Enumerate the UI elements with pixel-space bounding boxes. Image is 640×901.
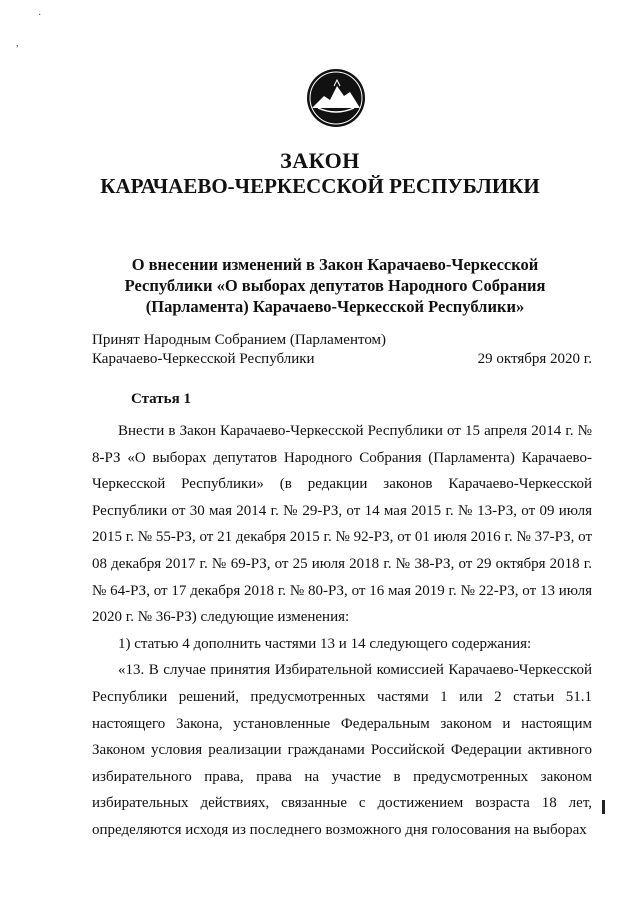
scan-speck: · <box>38 10 42 21</box>
adoption-block <box>92 331 592 369</box>
document-title-republic: КАРАЧАЕВО-ЧЕРКЕССКОЙ РЕСПУБЛИКИ <box>100 174 540 198</box>
scan-edge-mark <box>602 800 605 814</box>
scan-speck: , <box>16 38 19 49</box>
document-title: ЗАКОН <box>280 148 360 173</box>
body-paragraph: «13. В случае принятия Избирательной комиссией Карачаево-Черкесской Республики решений, предусмотренных частями 1 или 2 статьи 51.1 настоящего Закона, установленные Федеральным законом и настоящим Законом условия реализации гражданами Российской Федерации активного избирательного права, права на участие в предусмотренных законом избирательных действиях, связанные с достижением возраста 18 лет, определяются исходя из последнего возможного дня голосования на выборах <box>92 662 592 838</box>
body-paragraph: 1) статью 4 дополнить частями 13 и 14 следующего содержания: <box>118 635 532 652</box>
adopted-row <box>92 350 592 369</box>
adopted-by-republic: Карачаево-Черкесской Республики <box>92 351 315 367</box>
body-paragraph: Внести в Закон Карачаево-Черкесской Республики от 15 апреля 2014 г. № 8-РЗ «О выборах депутатов Народного Собрания (Парламента) Карачаево-Черкесской Республики» (в редакции законов Карачаево-Черкесской Республики от 30 мая 2014 г. № 29-РЗ, от 14 мая 2015 г. № 13-РЗ, от 09 июля 2015 г. № 55-РЗ, от 21 декабря 2015 г. № 92-РЗ, от 01 июля 2016 г. № 37-РЗ, от 08 декабря 2017 г. № 69-РЗ, от 25 июля 2018 г. № 38-РЗ, от 29 октября 2018 г. № 64-РЗ, от 17 декабря 2018 г. № 80-РЗ, от 16 мая 2019 г. № 22-РЗ, от 13 июля 2020 г. № 36-РЗ) следующие изменения: <box>92 423 592 626</box>
law-subject-heading: О внесении изменений в Закон Карачаево-Черкесской Республики «О выборах депутатов Народного Собрания (Парламента) Карачаево-Черкесской Республики» <box>124 255 546 316</box>
article-heading: Статья 1 <box>131 391 191 407</box>
coat-of-arms-emblem-icon <box>304 66 368 130</box>
adoption-date: 29 октября 2020 г. <box>477 351 592 367</box>
article-body <box>92 418 592 844</box>
adopted-by-line: Принят Народным Собранием (Парламентом) <box>92 332 387 348</box>
